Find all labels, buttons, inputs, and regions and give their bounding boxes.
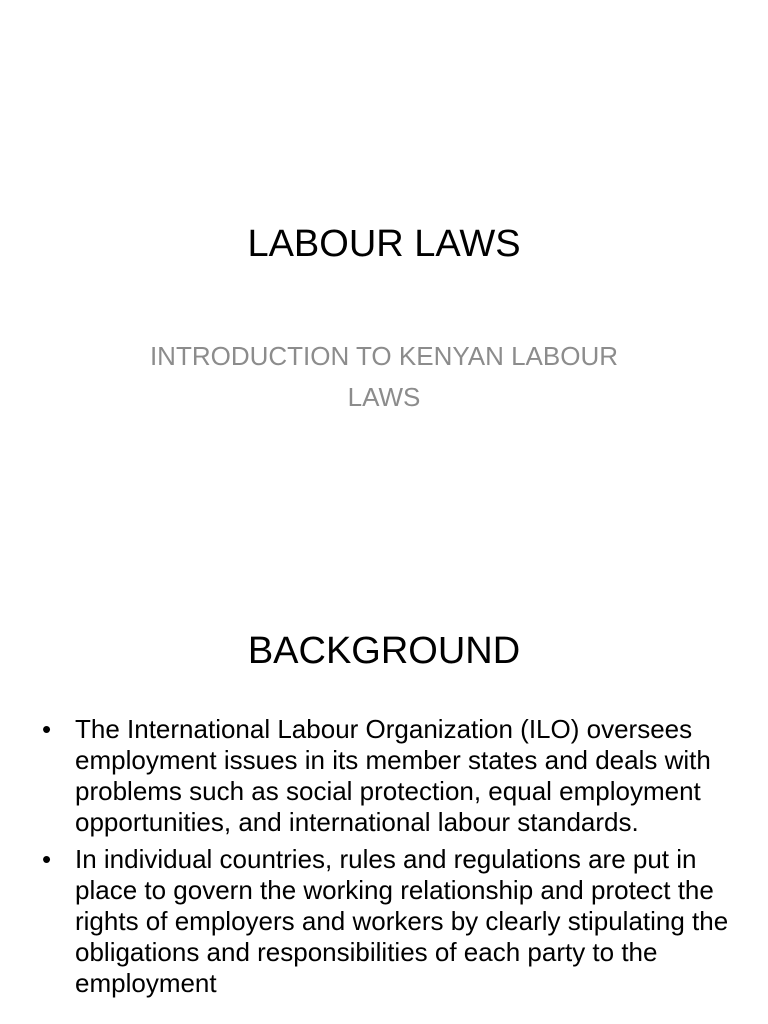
bullet-list — [40, 714, 740, 1005]
slide-heading: BACKGROUND — [247, 630, 521, 672]
bullet-item — [40, 714, 740, 838]
bullet-text: The International Labour Organization (ILO) oversees employment issues in its member states and deals with problems such as social protection, equal employment opportunities, and international labour standards. — [75, 714, 711, 837]
bullet-icon: • — [42, 714, 52, 744]
bullet-text: In individual countries, rules and regulations are put in place to govern the working relationship and protect the rights of employers and workers by clearly stipulating the obligations and responsibilities of each party to the employment — [75, 844, 729, 998]
bullet-icon: • — [42, 844, 52, 874]
slide-title: LABOUR LAWS — [247, 223, 521, 265]
slide-subtitle: INTRODUCTION TO KENYAN LABOUR LAWS — [149, 341, 619, 412]
content-slide — [0, 576, 768, 1024]
bullet-item — [40, 844, 740, 999]
